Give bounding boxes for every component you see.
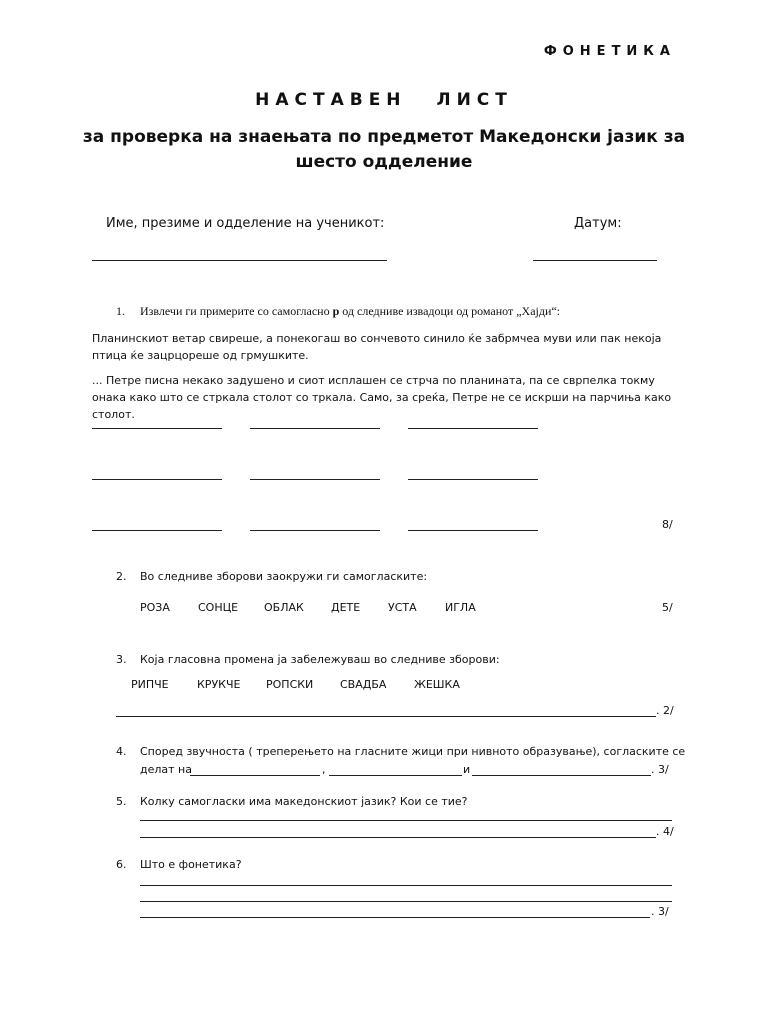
q1-text-after: од следниве извадоци од романот „Хајди“: (339, 304, 561, 318)
q1-letter: р (332, 304, 340, 318)
q1-answer-line[interactable] (408, 428, 538, 429)
q5-score: . 4/ (656, 825, 674, 838)
q1-question (140, 304, 560, 319)
q6-question: Што е фонетика? (140, 858, 242, 871)
q6-answer-line[interactable] (140, 885, 672, 886)
q6-score: . 3/ (651, 905, 669, 918)
q6-number: 6. (116, 858, 127, 871)
q1-number: 1. (116, 304, 125, 318)
q4-answer-line[interactable] (190, 775, 320, 776)
q1-score: 8/ (662, 518, 673, 531)
q5-answer-line[interactable] (140, 820, 672, 821)
q1-excerpt-2: ... Петре писна некако задушено и сиот исплашен се стрча по планината, па се сврпелка токму онака како што се стркала столот со тркала. Само, за среќа, Петре не се искрши на парчиња како столот. (92, 374, 672, 421)
date-label: Датум: (574, 216, 622, 231)
q3-score: . 2/ (656, 704, 674, 717)
q4-question-line2: делат на (140, 763, 192, 776)
q3-word: РИПЧЕ (131, 678, 169, 691)
q1-answer-line[interactable] (92, 479, 222, 480)
q5-question: Колку самогласки има македонскиот јазик? Кои се тие? (140, 795, 468, 808)
q4-and: и (463, 763, 471, 776)
q2-score: 5/ (662, 601, 673, 614)
q4-number: 4. (116, 745, 127, 758)
q6-answer-line[interactable] (140, 917, 650, 918)
q4-score: . 3/ (651, 763, 669, 776)
q1-excerpt-1: Планинскиот ветар свиреше, а понекогаш во сончевото синило ќе забрмчеа муви или пак некоја птица ќе зацрцореше од грмушките. (92, 332, 662, 362)
q2-word[interactable]: СОНЦЕ (198, 601, 239, 614)
q1-answer-line[interactable] (250, 428, 380, 429)
q4-comma: , (322, 763, 326, 776)
q3-word: СВАДБА (340, 678, 387, 691)
q1-answer-line[interactable] (92, 428, 222, 429)
q3-answer-line[interactable] (116, 716, 656, 717)
q4-answer-line[interactable] (472, 775, 651, 776)
q5-answer-line[interactable] (140, 837, 656, 838)
q6-answer-line[interactable] (140, 901, 672, 902)
page-title: НАСТАВЕН ЛИСТ (255, 90, 513, 110)
q2-question: Во следниве зборови заокружи ги самогласките: (140, 570, 428, 583)
q1-text-before: Извлечи ги примерите со самогласно (140, 304, 333, 318)
q1-answer-line[interactable] (250, 479, 380, 480)
q3-question: Која гласовна промена ја забележуваш во следниве зборови: (140, 653, 500, 666)
name-field-line[interactable] (92, 260, 387, 261)
q4-question-line1: Според звучноста ( треперењето на гласните жици при нивното образување), согласките се (140, 745, 686, 758)
subject-heading: ФОНЕТИКА (543, 44, 676, 59)
q3-word: ЖЕШКА (414, 678, 460, 691)
page-subtitle: за проверка на знаењата по предметот Македонски јазик за шесто одделение (82, 127, 686, 172)
q3-word: РОПСКИ (266, 678, 314, 691)
q1-answer-line[interactable] (408, 479, 538, 480)
q2-word[interactable]: ИГЛА (445, 601, 476, 614)
q2-word[interactable]: УСТА (388, 601, 417, 614)
q2-number: 2. (116, 570, 127, 583)
q5-number: 5. (116, 795, 127, 808)
q3-number: 3. (116, 653, 127, 666)
q2-word[interactable]: РОЗА (140, 601, 170, 614)
date-field-line[interactable] (533, 260, 657, 261)
q2-word[interactable]: ОБЛАК (264, 601, 304, 614)
q3-word: КРУКЧЕ (197, 678, 241, 691)
q1-answer-line[interactable] (92, 530, 222, 531)
name-label: Име, презиме и одделение на ученикот: (106, 216, 385, 231)
q2-word[interactable]: ДЕТЕ (331, 601, 361, 614)
q1-answer-line[interactable] (408, 530, 538, 531)
q4-answer-line[interactable] (329, 775, 462, 776)
q1-answer-line[interactable] (250, 530, 380, 531)
